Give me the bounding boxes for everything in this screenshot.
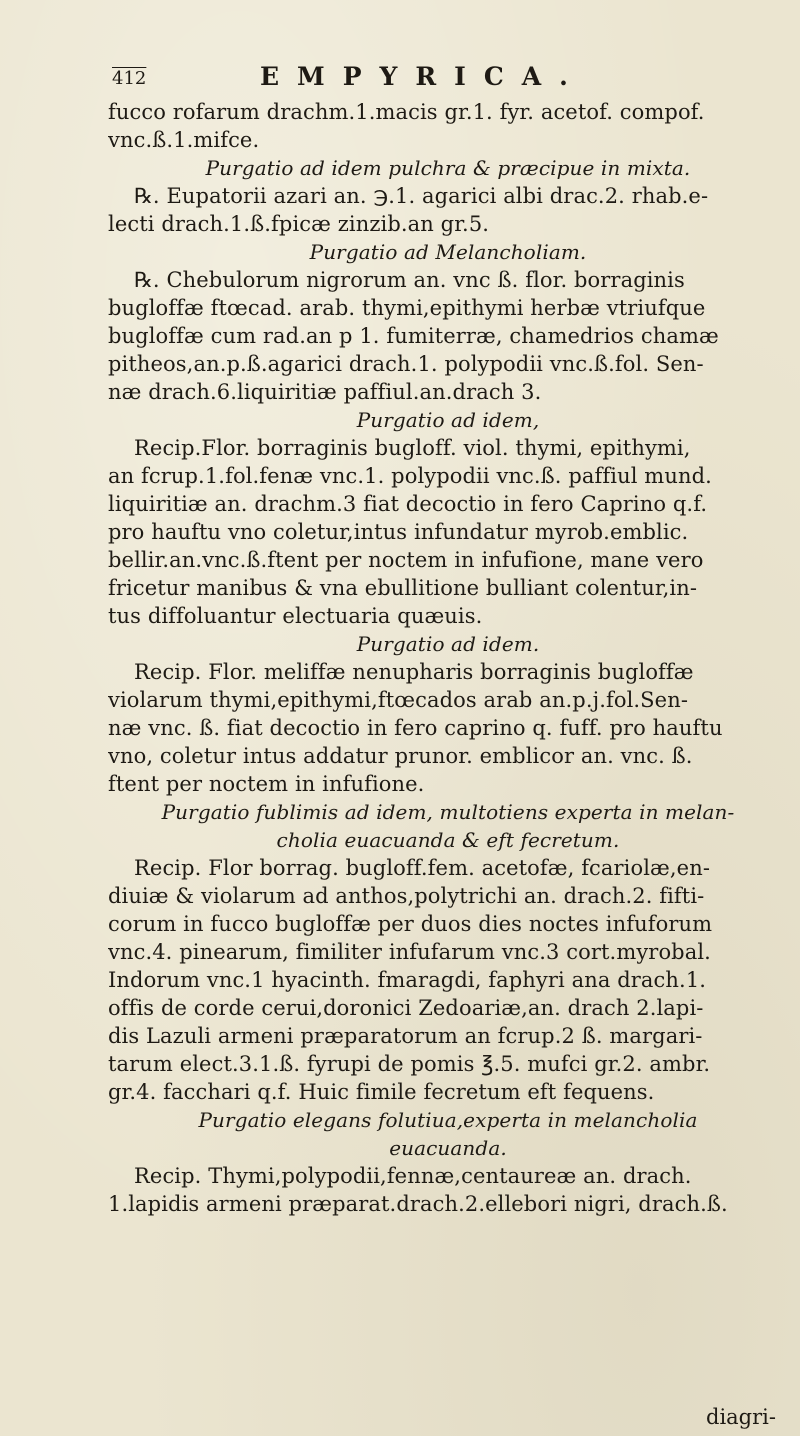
section-heading: cholia euacuanda & eft fecretum. (276, 828, 620, 852)
text-line: vnc.ß.1.mifce. (108, 128, 260, 152)
paragraph-start-line: Recip. Flor borrag. bugloff.fem. acetofæ, fcariolæ,en- (134, 856, 711, 880)
text-line: an fcrup.1.fol.fenæ vnc.1. polypodii vnc.ß. paffiul mund. (108, 464, 712, 488)
text-line: corum in fucco bugloffæ per duos dies noctes infuforum (108, 912, 713, 936)
running-head: EMPYRICA. (260, 62, 586, 91)
catchword: diagri- (706, 1405, 776, 1429)
text-line: fucco rofarum drachm.1.macis gr.1. fyr. acetof. compof. (108, 100, 705, 124)
text-line: vno, coletur intus addatur prunor. emblicor an. vnc. ß. (108, 744, 693, 768)
text-line: ftent per noctem in infufione. (108, 772, 425, 796)
text-line: lecti drach.1.ß.fpicæ zinzib.an gr.5. (108, 212, 490, 236)
paragraph-start-line: Recip. Flor. meliffæ nenupharis borraginis bugloffæ (134, 660, 694, 684)
text-line: tus diffoluantur electuaria quæuis. (108, 604, 483, 628)
section-heading: Purgatio ad idem, (356, 408, 540, 432)
paragraph-start-line: ℞. Eupatorii azari an. ℈.1. agarici albi drac.2. rhab.e- (134, 184, 709, 208)
page-header (112, 62, 672, 96)
text-line: liquiritiæ an. drachm.3 fiat decoctio in fero Caprino q.f. (108, 492, 708, 516)
section-heading: Purgatio ad idem. (356, 632, 540, 656)
text-line: gr.4. facchari q.f. Huic fimile fecretum eft fequens. (108, 1080, 655, 1104)
text-line: bugloffæ ftœcad. arab. thymi,epithymi herbæ vtriufque (108, 296, 706, 320)
text-line: næ vnc. ß. fiat decoctio in fero caprino q. fuff. pro hauftu (108, 716, 723, 740)
text-line: Indorum vnc.1 hyacinth. fmaragdi, faphyri ana drach.1. (108, 968, 707, 992)
text-line: næ drach.6.liquiritiæ paffiul.an.drach 3. (108, 380, 542, 404)
page-number: 412 (112, 68, 147, 89)
main-text (108, 98, 788, 1218)
paragraph-start-line: Recip. Thymi,polypodii,fennæ,centaureæ an. drach. (134, 1164, 692, 1188)
section-heading: Purgatio elegans folutiua,experta in melancholia (198, 1108, 698, 1132)
paragraph-start-line: Recip.Flor. borraginis bugloff. viol. thymi, epithymi, (134, 436, 691, 460)
text-line: dis Lazuli armeni præparatorum an fcrup.2 ß. margari- (108, 1024, 703, 1048)
section-heading: Purgatio ad idem pulchra & præcipue in mixta. (205, 156, 691, 180)
section-heading: euacuanda. (389, 1136, 507, 1160)
section-heading: Purgatio fublimis ad idem, multotiens experta in melan- (161, 800, 735, 824)
text-line: vnc.4. pinearum, fimiliter infufarum vnc.3 cort.myrobal. (108, 940, 711, 964)
text-line: offis de corde cerui,doronici Zedoariæ,an. drach 2.lapi- (108, 996, 704, 1020)
text-line: fricetur manibus & vna ebullitione bulliant colentur,in- (108, 576, 698, 600)
text-line: bellir.an.vnc.ß.ftent per noctem in infufione, mane vero (108, 548, 704, 572)
text-line: pitheos,an.p.ß.agarici drach.1. polypodii vnc.ß.fol. Sen- (108, 352, 704, 376)
text-line: tarum elect.3.1.ß. fyrupi de pomis ℥.5. mufci gr.2. ambr. (108, 1052, 711, 1076)
text-line: bugloffæ cum rad.an p 1. fumiterræ, chamedrios chamæ (108, 324, 719, 348)
text-line: pro hauftu vno coletur,intus infundatur myrob.emblic. (108, 520, 689, 544)
text-line: violarum thymi,epithymi,ftœcados arab an.p.j.fol.Sen- (108, 688, 689, 712)
text-line: 1.lapidis armeni præparat.drach.2.ellebori nigri, drach.ß. (108, 1192, 728, 1216)
section-heading: Purgatio ad Melancholiam. (309, 240, 587, 264)
paragraph-start-line: ℞. Chebulorum nigrorum an. vnc ß. flor. borraginis (134, 268, 685, 292)
text-line: diuiæ & violarum ad anthos,polytrichi an. drach.2. fifti- (108, 884, 705, 908)
